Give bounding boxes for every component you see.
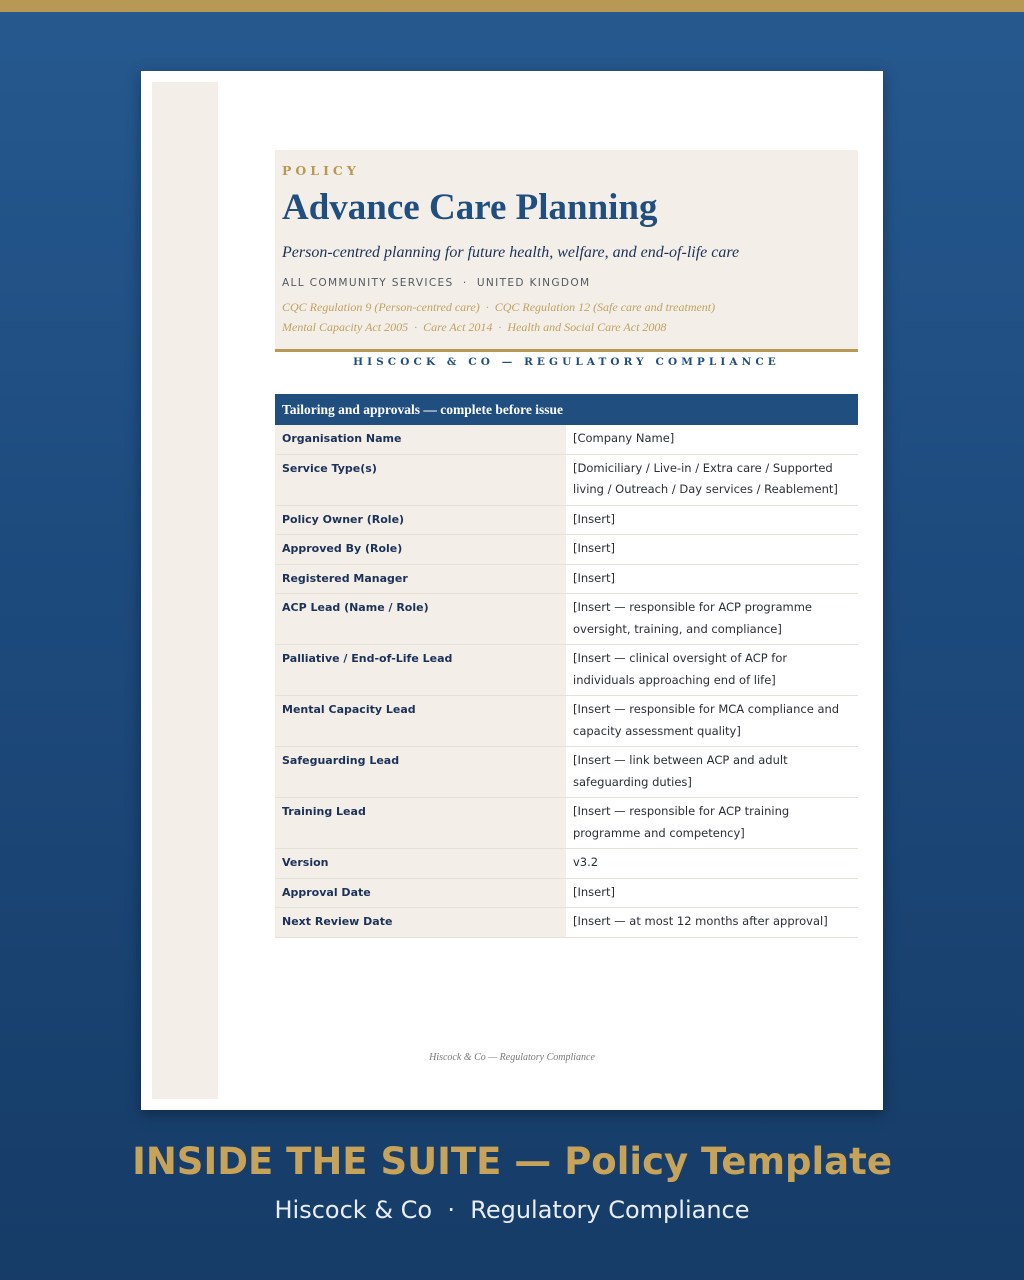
regulations bbox=[282, 297, 715, 337]
document-kicker: POLICY bbox=[282, 163, 360, 178]
document-header bbox=[275, 150, 858, 352]
row-value: [Insert] bbox=[566, 505, 858, 535]
document-title: Advance Care Planning bbox=[282, 187, 658, 228]
table-row bbox=[275, 849, 858, 879]
row-value: [Company Name] bbox=[566, 425, 858, 454]
document-scope bbox=[282, 277, 590, 289]
brand-line: HISCOCK & CO — REGULATORY COMPLIANCE bbox=[353, 356, 780, 368]
table-row bbox=[275, 696, 858, 747]
row-value: [Insert — at most 12 months after approval] bbox=[566, 908, 858, 938]
row-label: ACP Lead (Name / Role) bbox=[275, 594, 566, 645]
row-label: Organisation Name bbox=[275, 425, 566, 454]
table-row bbox=[275, 535, 858, 565]
row-value: [Insert — clinical oversight of ACP for individuals approaching end of life] bbox=[566, 645, 858, 696]
regulations-line-1: CQC Regulation 9 (Person-centred care) · CQC Regulation 12 (Safe care and treatment) bbox=[282, 300, 716, 314]
row-value: [Insert — link between ACP and adult safeguarding duties] bbox=[566, 747, 858, 798]
row-label: Policy Owner (Role) bbox=[275, 505, 566, 535]
table-row bbox=[275, 564, 858, 594]
row-label: Mental Capacity Lead bbox=[275, 696, 566, 747]
regulations-line-2: Mental Capacity Act 2005 · Care Act 2014 · Health and Social Care Act 2008 bbox=[282, 320, 667, 334]
row-label: Approval Date bbox=[275, 878, 566, 908]
approvals-table-body bbox=[275, 425, 858, 937]
approvals-table-heading: Tailoring and approvals — complete before issue bbox=[275, 394, 858, 425]
row-value: [Insert — responsible for MCA compliance and capacity assessment quality] bbox=[566, 696, 858, 747]
row-label: Service Type(s) bbox=[275, 454, 566, 505]
caption-title: INSIDE THE SUITE — Policy Template bbox=[132, 1140, 892, 1183]
table-row bbox=[275, 878, 858, 908]
table-row bbox=[275, 425, 858, 454]
top-accent-bar bbox=[0, 0, 1024, 12]
row-label: Training Lead bbox=[275, 798, 566, 849]
row-label: Registered Manager bbox=[275, 564, 566, 594]
row-label: Approved By (Role) bbox=[275, 535, 566, 565]
table-row bbox=[275, 505, 858, 535]
row-value: [Insert — responsible for ACP training programme and competency] bbox=[566, 798, 858, 849]
document-subtitle: Person-centred planning for future health, welfare, and end-of-life care bbox=[282, 244, 740, 261]
row-label: Next Review Date bbox=[275, 908, 566, 938]
table-row bbox=[275, 454, 858, 505]
caption-subtitle: Hiscock & Co · Regulatory Compliance bbox=[274, 1196, 750, 1224]
approvals-table bbox=[275, 394, 858, 938]
document-page bbox=[141, 71, 883, 1110]
table-row bbox=[275, 908, 858, 938]
scope-text: ALL COMMUNITY SERVICES · UNITED KINGDOM bbox=[282, 277, 591, 289]
row-label: Safeguarding Lead bbox=[275, 747, 566, 798]
row-value: [Insert] bbox=[566, 564, 858, 594]
row-value: [Insert — responsible for ACP programme oversight, training, and compliance] bbox=[566, 594, 858, 645]
table-row bbox=[275, 594, 858, 645]
table-row bbox=[275, 747, 858, 798]
table-row bbox=[275, 645, 858, 696]
row-label: Version bbox=[275, 849, 566, 879]
row-label: Palliative / End-of-Life Lead bbox=[275, 645, 566, 696]
page-footer: Hiscock & Co — Regulatory Compliance bbox=[429, 1052, 595, 1063]
row-value: [Domiciliary / Live-in / Extra care / Supported living / Outreach / Day services / Reablement] bbox=[566, 454, 858, 505]
row-value: [Insert] bbox=[566, 535, 858, 565]
table-row bbox=[275, 798, 858, 849]
page-side-stripe bbox=[152, 82, 218, 1099]
row-value: v3.2 bbox=[566, 849, 858, 879]
row-value: [Insert] bbox=[566, 878, 858, 908]
